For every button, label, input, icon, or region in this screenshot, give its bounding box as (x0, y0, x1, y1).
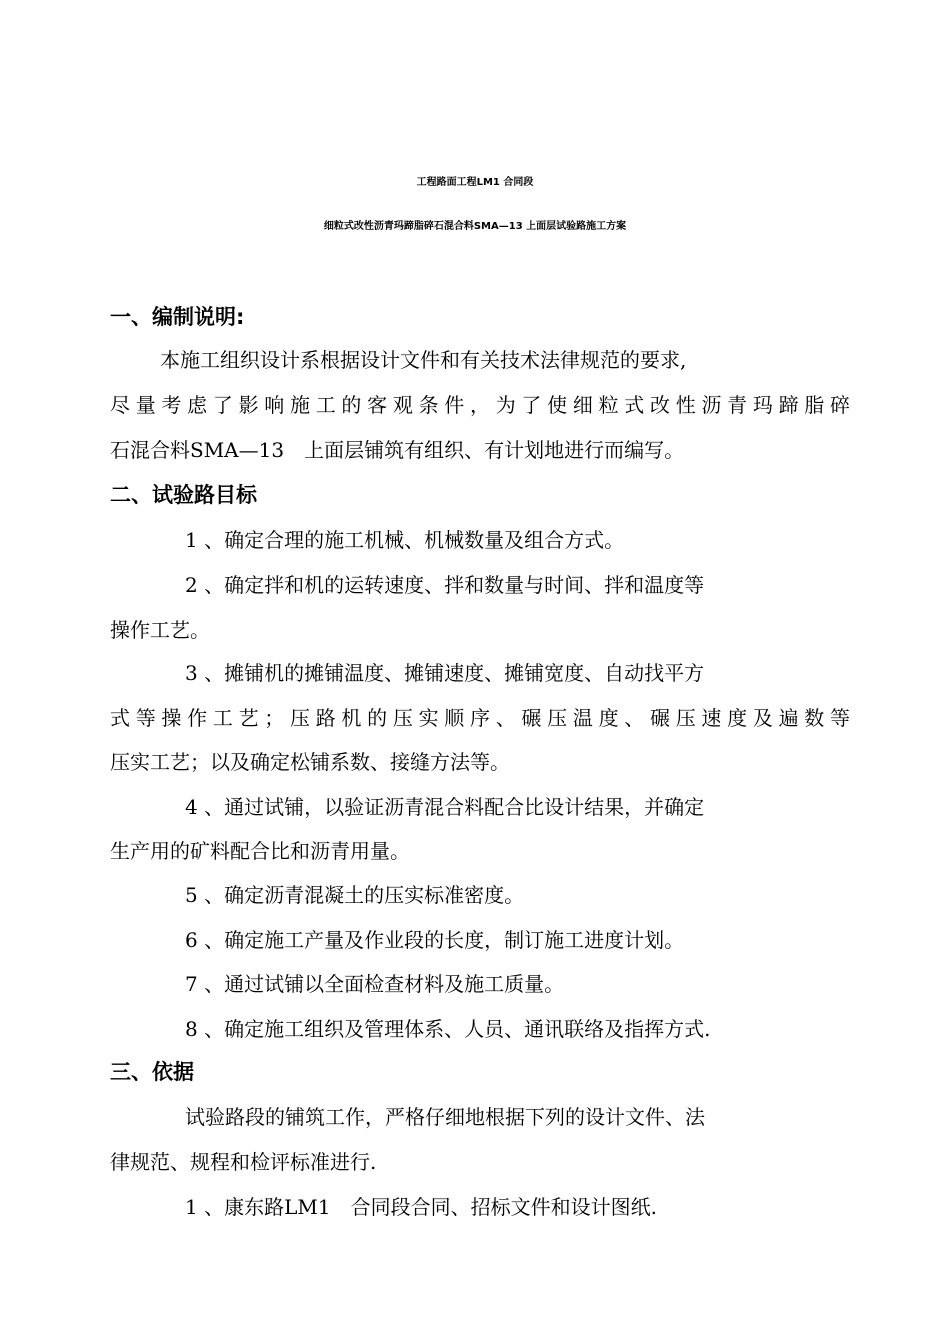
list-item: 5 、确定沥青混凝土的压实标准密度。 (185, 883, 525, 907)
document-title: 工程路面工程LM1 合同段 (416, 177, 534, 188)
list-item: 8 、确定施工组织及管理体系、人员、通讯联络及指挥方式. (185, 1017, 711, 1041)
section-heading-2: 二、试验路目标 (110, 483, 257, 507)
list-item: 2 、确定拌和机的运转速度、拌和数量与时间、拌和温度等 (185, 573, 705, 597)
list-item: 1 、康东路LM1 合同段合同、招标文件和设计图纸. (185, 1195, 657, 1219)
list-item-continuation: 式等操作工艺；压路机的压实顺序、碾压温度、碾压速度及遍数等 (110, 706, 850, 730)
list-item-continuation: 压实工艺；以及确定松铺系数、接缝方法等。 (110, 750, 510, 774)
list-item: 6 、确定施工产量及作业段的长度，制订施工进度计划。 (185, 928, 685, 952)
list-item-continuation: 生产用的矿料配合比和沥青用量。 (110, 839, 410, 863)
paragraph-line: 本施工组织设计系根据设计文件和有关技术法律规范的要求, (160, 348, 687, 372)
list-item: 1 、确定合理的施工机械、机械数量及组合方式。 (185, 528, 625, 552)
document-subtitle: 细粒式改性沥青玛蹄脂碎石混合料SMA—13 上面层试验路施工方案 (323, 221, 627, 232)
list-item-continuation: 操作工艺。 (110, 618, 210, 642)
paragraph-line: 试验路段的铺筑工作，严格仔细地根据下列的设计文件、法 (185, 1105, 705, 1129)
list-item: 3 、摊铺机的摊铺温度、摊铺速度、摊铺宽度、自动找平方 (185, 661, 705, 685)
list-item: 4 、通过试铺，以验证沥青混合料配合比设计结果，并确定 (185, 795, 705, 819)
paragraph-line: 石混合料SMA—13 上面层铺筑有组织、有计划地进行而编写。 (110, 438, 685, 462)
section-heading-1: 一、编制说明: (110, 305, 245, 329)
section-heading-3: 三、依据 (110, 1060, 194, 1084)
paragraph-line: 律规范、规程和检评标准进行. (110, 1150, 377, 1174)
list-item: 7 、通过试铺以全面检查材料及施工质量。 (185, 972, 565, 996)
paragraph-line: 尽量考虑了影响施工的客观条件，为了使细粒式改性沥青玛蹄脂碎 (110, 393, 850, 417)
